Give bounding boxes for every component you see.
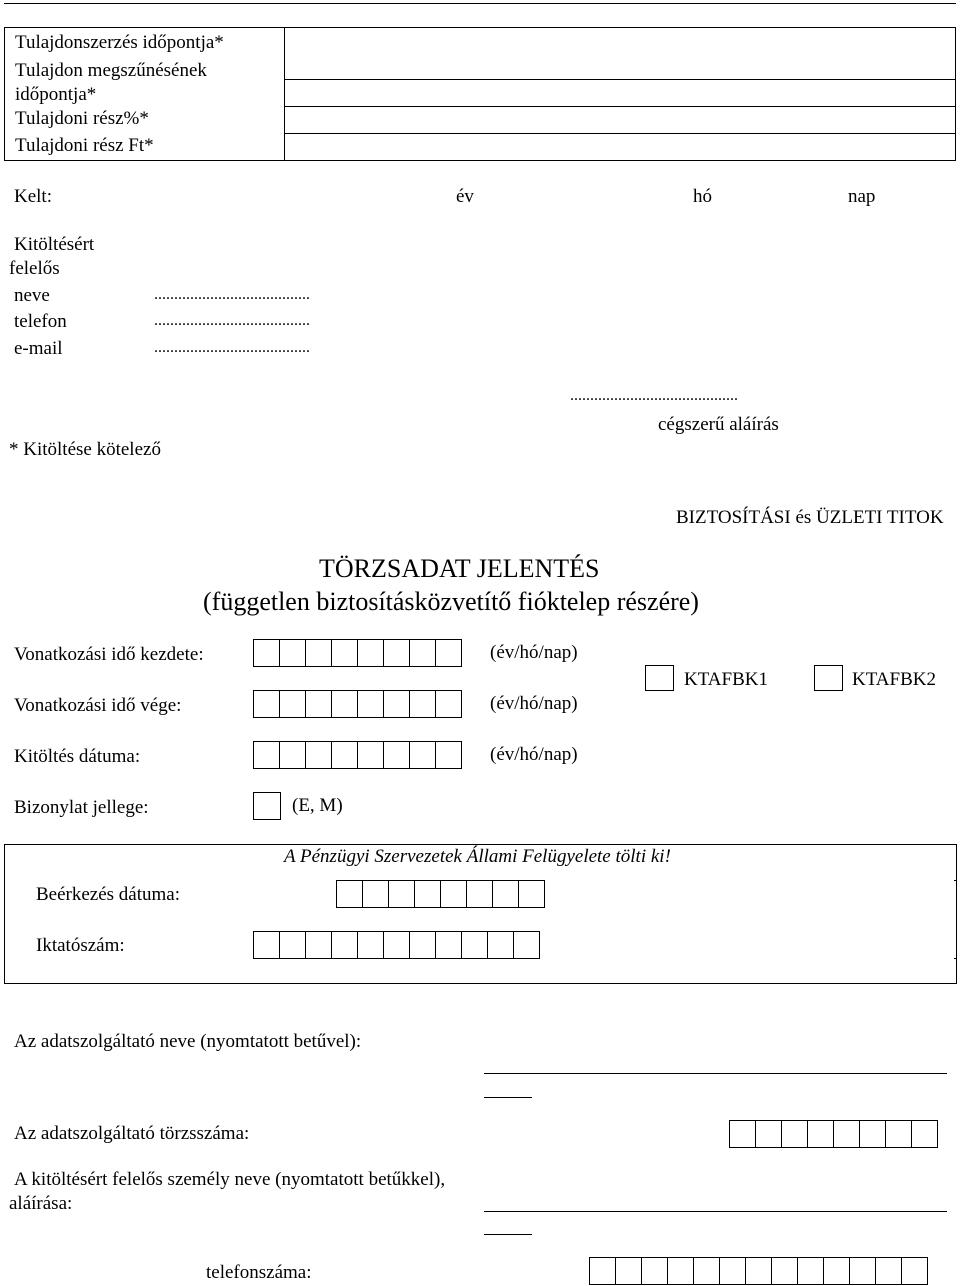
provider-reg-boxes[interactable] — [729, 1120, 937, 1148]
kt1-label: KTAFBK1 — [684, 669, 768, 690]
kt2-checkbox[interactable] — [814, 665, 843, 691]
ownership-amount-label: Tulajdoni rész Ft* — [15, 135, 154, 156]
phone-boxes[interactable] — [589, 1257, 927, 1285]
responsible-name-label: neve — [14, 285, 50, 306]
period-start-boxes[interactable] — [253, 639, 461, 667]
period-end-label: Vonatkozási idő vége: — [14, 695, 182, 716]
dated-label: Kelt: — [14, 186, 52, 207]
provider-name-label: Az adatszolgáltató neve (nyomtatott betűvel): — [14, 1031, 362, 1052]
authority-note: A Pénzügyi Szervezetek Állami Felügyelete tölti ki! — [284, 846, 671, 867]
dated-month-label: hó — [693, 186, 712, 207]
period-start-format: (év/hó/nap) — [490, 642, 578, 663]
responsible-name-field[interactable]: ....................................... — [154, 286, 310, 303]
person-label-cont: aláírása: — [9, 1193, 73, 1214]
dated-year-label: év — [456, 186, 474, 207]
report-title: TÖRZSADAT JELENTÉS — [319, 554, 600, 583]
signature-line[interactable]: .......................................... — [570, 387, 738, 404]
provider-reg-label: Az adatszolgáltató törzsszáma: — [14, 1123, 250, 1144]
signature-label: cégszerű aláírás — [658, 414, 779, 435]
kt2-label: KTAFBK2 — [852, 669, 936, 690]
responsible-phone-field[interactable]: ....................................... — [154, 312, 310, 329]
top-rule — [4, 3, 956, 4]
ownership-ended-field[interactable] — [285, 80, 953, 105]
responsible-title-cont: felelős — [9, 258, 60, 279]
responsible-title: Kitöltésért — [14, 234, 95, 255]
person-label: A kitöltésért felelős személy neve (nyomtatott betűkkel), — [14, 1169, 446, 1190]
responsible-phone-label: telefon — [14, 311, 67, 332]
received-date-label: Beérkezés dátuma: — [36, 884, 181, 905]
fill-date-boxes[interactable] — [253, 741, 461, 769]
fill-date-label: Kitöltés dátuma: — [14, 746, 141, 767]
confidential-label: BIZTOSÍTÁSI és ÜZLETI TITOK — [676, 507, 944, 528]
ownership-ended-label: Tulajdon megszűnésének időpontja* — [15, 60, 207, 105]
phone-label: telefonszáma: — [206, 1262, 312, 1283]
provider-name-line[interactable] — [484, 1073, 947, 1074]
doc-type-box[interactable] — [253, 792, 281, 820]
responsible-email-label: e-mail — [14, 338, 63, 359]
fill-date-format: (év/hó/nap) — [490, 744, 578, 765]
period-end-boxes[interactable] — [253, 690, 461, 718]
filing-number-label: Iktatószám: — [36, 935, 125, 956]
kt1-checkbox[interactable] — [645, 665, 674, 691]
ownership-amount-field[interactable] — [285, 134, 953, 159]
person-signature-line[interactable] — [484, 1211, 947, 1212]
period-start-label: Vonatkozási idő kezdete: — [14, 644, 204, 665]
ownership-percent-field[interactable] — [285, 107, 953, 132]
doc-type-hint: (E, M) — [292, 795, 343, 816]
provider-name-line-cont[interactable] — [484, 1097, 532, 1098]
filing-number-boxes[interactable] — [253, 931, 539, 959]
ownership-acquired-label: Tulajdonszerzés időpontja* — [15, 32, 224, 53]
report-subtitle: (független biztosításközvetítő fióktelep részére) — [203, 587, 699, 616]
period-end-format: (év/hó/nap) — [490, 693, 578, 714]
mandatory-note: * Kitöltése kötelező — [9, 439, 161, 460]
frame-tick — [954, 880, 957, 881]
dated-day-label: nap — [848, 186, 876, 207]
responsible-email-field[interactable]: ....................................... — [154, 339, 310, 356]
ownership-percent-label: Tulajdoni rész%* — [15, 108, 149, 129]
person-signature-line-cont[interactable] — [484, 1234, 532, 1235]
ownership-acquired-field[interactable] — [285, 29, 953, 78]
frame-tick — [954, 958, 957, 959]
doc-type-label: Bizonylat jellege: — [14, 797, 149, 818]
received-date-boxes[interactable] — [336, 880, 544, 908]
